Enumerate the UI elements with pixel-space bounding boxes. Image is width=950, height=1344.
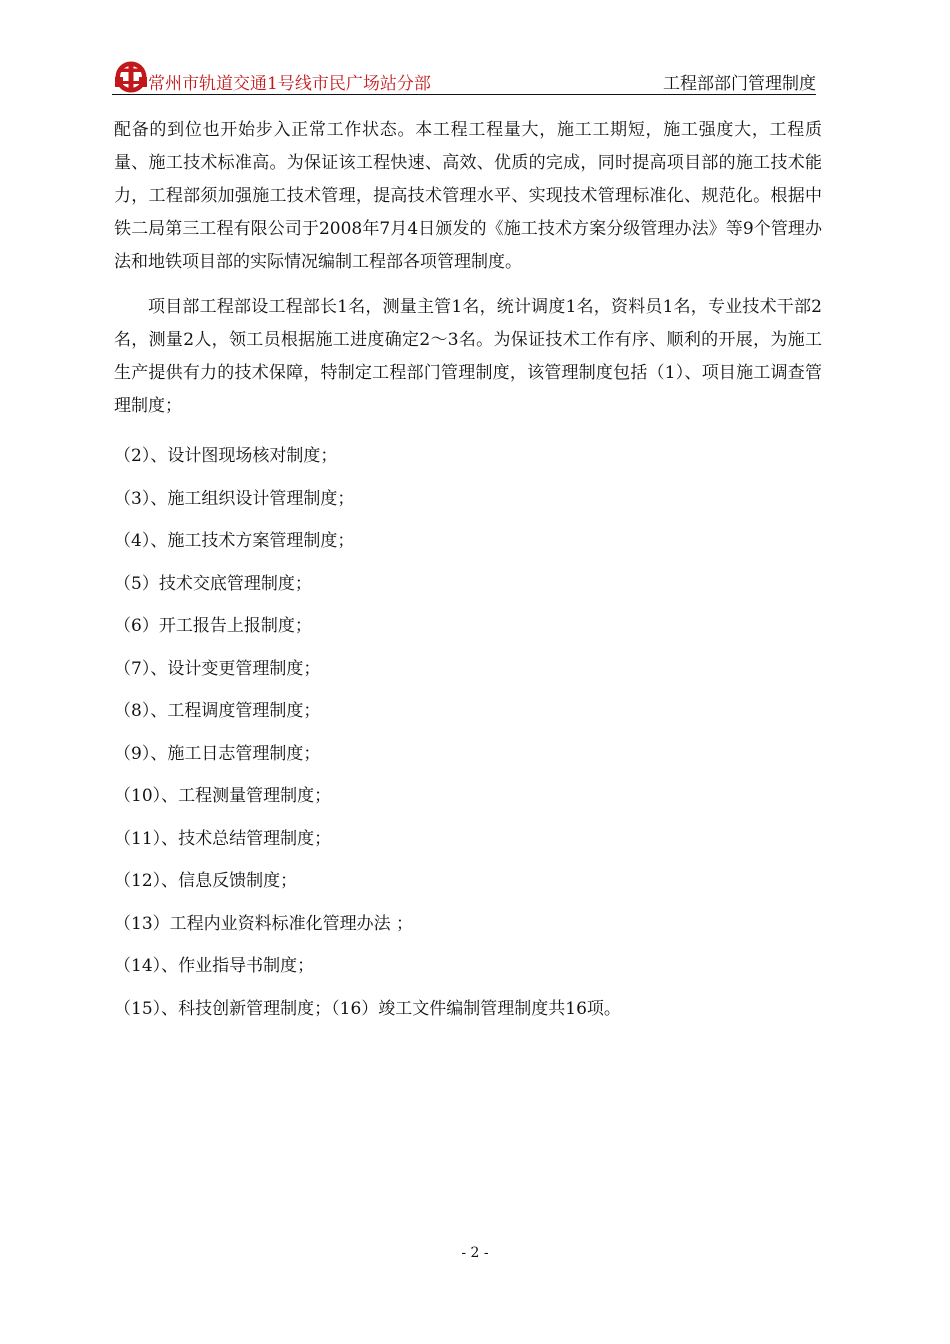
china-railway-logo-icon bbox=[112, 60, 150, 94]
list-item: （7）、设计变更管理制度； bbox=[114, 658, 321, 679]
list-item: （2）、设计图现场核对制度； bbox=[114, 446, 338, 466]
list-item: （13）工程内业资料标准化管理办法 ； bbox=[114, 913, 414, 934]
list-item: （6）开工报告上报制度； bbox=[114, 616, 312, 636]
list-item: （15）、科技创新管理制度；（16）竣工文件编制管理制度共16项。 bbox=[114, 998, 621, 1019]
page-number: - 2 - bbox=[461, 1245, 489, 1261]
header-divider bbox=[112, 94, 816, 95]
list-item: （9）、施工日志管理制度； bbox=[114, 743, 321, 764]
list-item: （12）、信息反馈制度； bbox=[114, 871, 298, 891]
list-item: （5）技术交底管理制度； bbox=[114, 573, 312, 594]
paragraph-1: 配备的到位也开始步入正常工作状态。本工程工程量大，施工工期短，施工强度大，工程质量、施工技术标准高。为保证该工程快速、高效、优质的完成，同时提高项目部的施工技术能力，工程部须加强施工技术管理，提高技术管理水平、实现技术管理标准化、规范化。根据中铁二局第三工程有限公司于2008年7月4日颁发的《施工技术方案分级管理办法》等9个管理办法和地铁项目部的实际情况编制工程部各项管理制度。 bbox=[114, 120, 822, 272]
page-header bbox=[112, 58, 816, 96]
list-item: （11）、技术总结管理制度； bbox=[114, 828, 332, 849]
list-item: （14）、作业指导书制度； bbox=[114, 956, 315, 976]
list-item: （4）、施工技术方案管理制度； bbox=[114, 531, 355, 551]
header-organization-name: 常州市轨道交通1号线市民广场站分部 bbox=[148, 74, 431, 94]
document-body bbox=[114, 114, 822, 1030]
header-document-title: 工程部部门管理制度 bbox=[663, 74, 816, 94]
list-item: （10）、工程测量管理制度； bbox=[114, 786, 332, 806]
paragraph-2: 项目部工程部设工程部长1名，测量主管1名，统计调度1名，资料员1名，专业技术干部2名，测量2人，领工员根据施工进度确定2～3名。为保证技术工作有序、顺利的开展，为施工生产提供有力的技术保障，特制定工程部门管理制度，该管理制度包括（1）、项目施工调查管理制度； bbox=[114, 297, 822, 416]
list-item: （3）、施工组织设计管理制度； bbox=[114, 488, 355, 509]
regulation-list bbox=[114, 435, 822, 1030]
list-item: （8）、工程调度管理制度； bbox=[114, 701, 321, 721]
